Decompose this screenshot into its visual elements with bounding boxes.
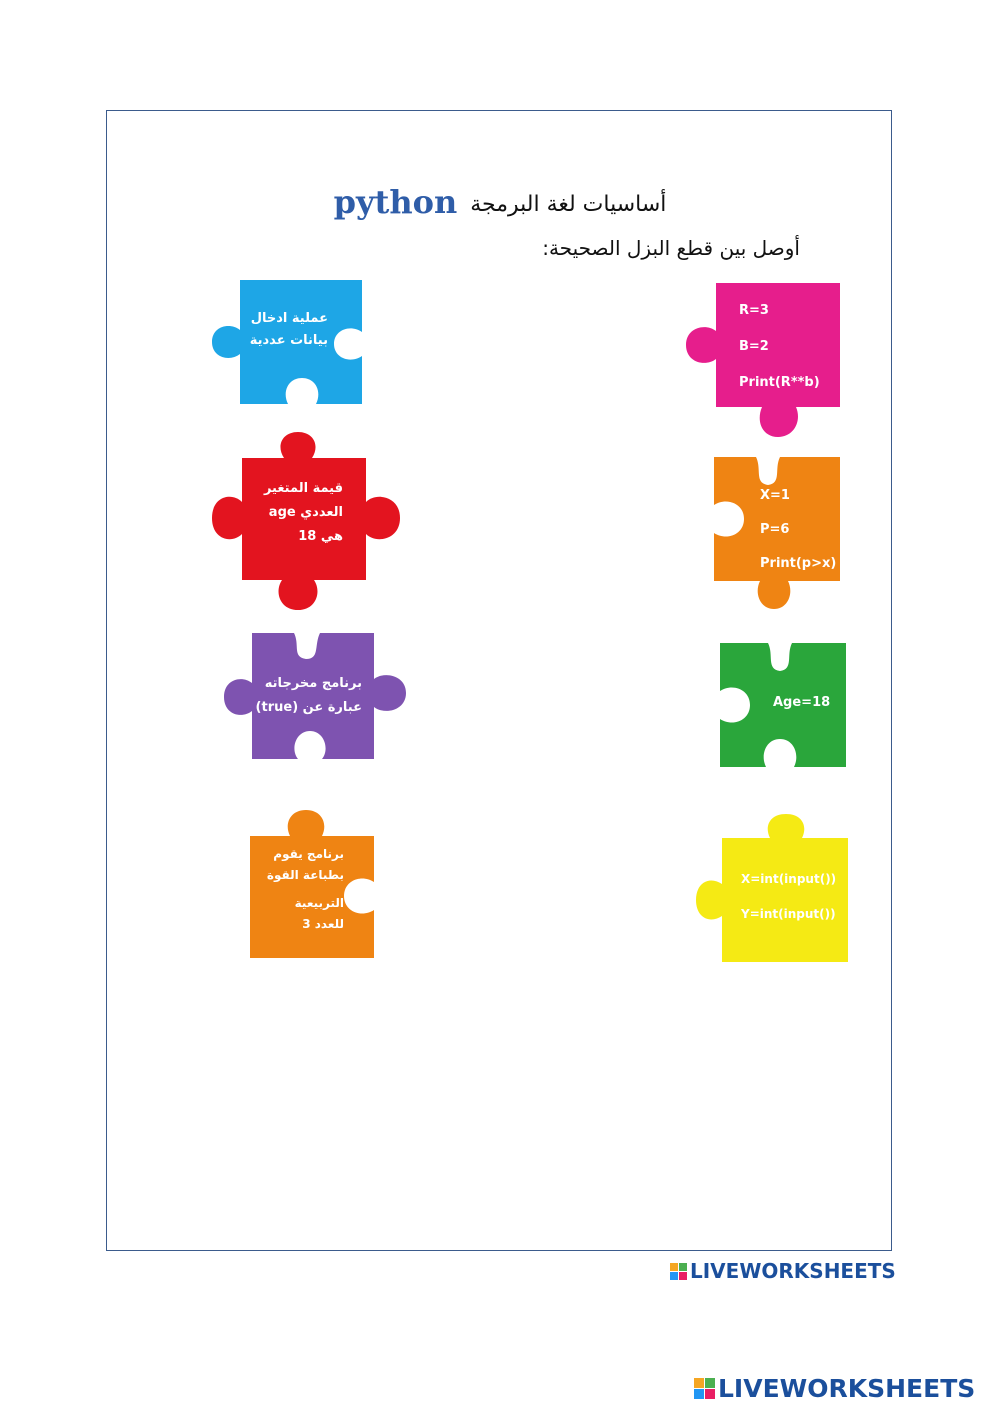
piece-line: بيانات عددية xyxy=(249,333,328,348)
piece-text xyxy=(264,482,343,543)
liveworksheets-icon xyxy=(670,1263,687,1280)
liveworksheets-brand: LIVEWORKSHEETS xyxy=(718,1374,976,1403)
piece-text xyxy=(773,696,830,709)
piece-line: عبارة عن (true) xyxy=(255,700,362,715)
liveworksheets-icon xyxy=(694,1378,715,1399)
puzzle-piece-age-assign[interactable] xyxy=(720,643,848,769)
piece-line: برنامج مخرجاته xyxy=(264,676,362,691)
liveworksheets-logo-outer xyxy=(694,1374,975,1403)
puzzle-piece-print-power[interactable] xyxy=(684,283,842,439)
worksheet-title xyxy=(0,183,1000,221)
piece-line: بطباعة القوة xyxy=(266,868,344,882)
piece-line: P=6 xyxy=(760,522,790,537)
piece-text xyxy=(250,312,328,347)
piece-text xyxy=(760,489,836,570)
puzzle-piece-output-true[interactable] xyxy=(222,633,407,761)
piece-line: برنامج يقوم xyxy=(273,847,344,861)
puzzle-piece-variable-age[interactable] xyxy=(210,430,405,612)
piece-line: X=1 xyxy=(760,488,790,503)
piece-line: Print(R**b) xyxy=(739,375,820,390)
puzzle-piece-square-power[interactable] xyxy=(250,808,378,960)
puzzle-piece-int-input[interactable] xyxy=(694,812,850,964)
liveworksheets-brand: LIVEWORKSHEETS xyxy=(690,1259,896,1283)
piece-text xyxy=(739,304,820,389)
piece-text xyxy=(741,873,836,920)
piece-text xyxy=(256,677,362,714)
python-logo-text: python xyxy=(333,183,458,221)
piece-line: عملية ادخال xyxy=(250,311,328,326)
piece-line: Y=int(input()) xyxy=(741,907,836,921)
piece-line: R=3 xyxy=(739,303,769,318)
piece-line: هي 18 xyxy=(298,529,343,544)
piece-line: B=2 xyxy=(739,339,769,354)
piece-text xyxy=(267,848,344,930)
liveworksheets-logo-inner xyxy=(670,1259,896,1283)
piece-line: للعدد 3 xyxy=(302,917,344,931)
piece-line: قيمة المتغير xyxy=(263,481,343,496)
puzzle-piece-print-compare[interactable] xyxy=(714,457,842,611)
piece-line: Age=18 xyxy=(773,695,831,710)
instruction-text: أوصل بين قطع البزل الصحيحة: xyxy=(542,236,800,260)
piece-line: Print(p>x) xyxy=(760,556,837,571)
piece-line: التربيعية xyxy=(294,896,344,910)
title-arabic: أساسيات لغة البرمجة xyxy=(470,192,667,217)
piece-line: X=int(input()) xyxy=(741,872,837,886)
piece-line: العددي age xyxy=(268,505,343,520)
puzzle-piece-input-numeric[interactable] xyxy=(210,280,370,410)
